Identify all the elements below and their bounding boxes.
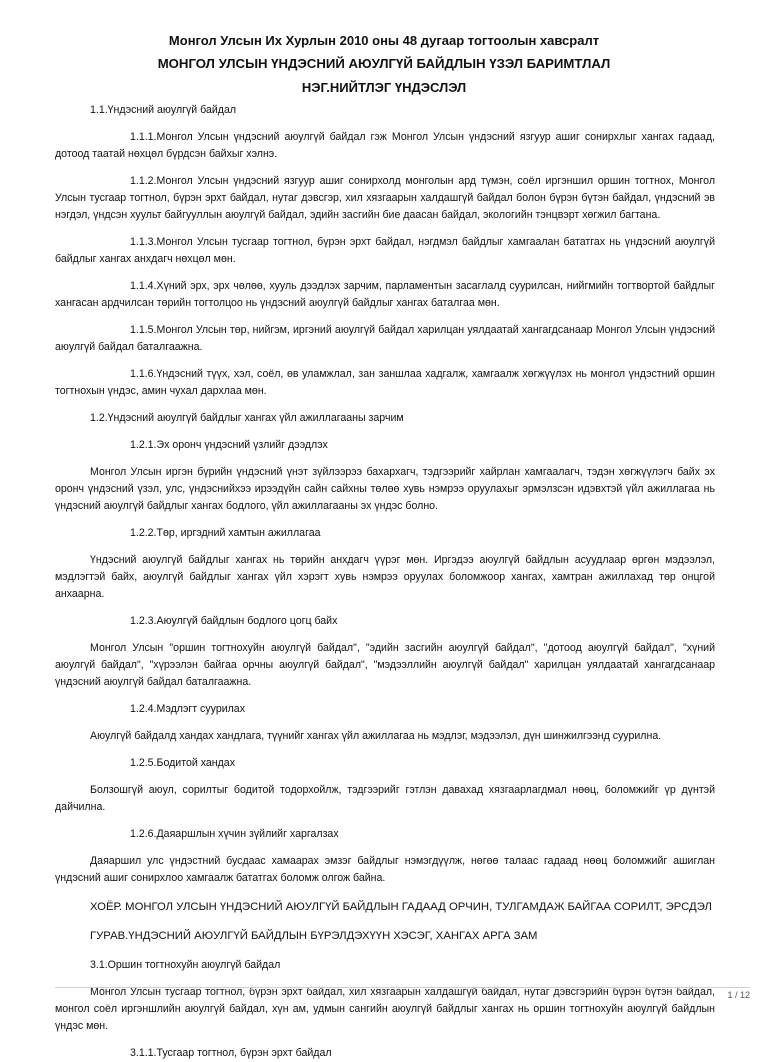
paragraph-3-1: Монгол Улсын тусгаар тогтнол, бүрэн эрхт байдал, хил хязгаарын халдашгүй байдал, нутаг дэвсгэрийн бүрэн бүтэн байдал, монгол соёл иргэншлийн аюулгүй байдал, хүн ам, удмын сангийн аюулгүй байдлыг хангах нь оршин тогтнохуйн аюулгүй байдлын үндэс мөн. (55, 986, 715, 1032)
heading-1-2: 1.2.Үндэсний аюулгүй байдлыг хангах үйл ажиллагааны зарчим (90, 412, 404, 424)
paragraph-1-1-1: 1.1.1.Монгол Улсын үндэсний аюулгүй байдал гэж Монгол Улсын үндэсний язгуур ашиг сонирхлыг хангах гадаад, дотоод таатай нөхцөл бүрдсэн байхыг хэлнэ. (55, 131, 715, 160)
paragraph-1-2-2: Үндэсний аюулгүй байдлыг хангах нь төрийн анхдагч үүрэг мөн. Иргэдээ аюулгүй байдлын асуудлаар өргөн мэдээлэл, мэдлэгтэй байх, аюулгүй байдлыг хангах үйл хэрэгт хувь нэмрээ оруулах боломжоор хангах, хамтран ажиллахад төр онцгой анхаарна. (55, 554, 715, 600)
paragraph-1-2-1: Монгол Улсын иргэн бүрийн үндэсний үнэт зүйлээрээ бахархагч, тэдгээрийг хайрлан хамгаалагч, тэдэн хөгжүүлэгч байх эх оронч үндэсний үзэл, улс, үндэснийхээ ирээдүйн сайн сайхны төлөө хувь нэмрээ оруулахыг эрмэлзсэн идэвхтэй үйл ажиллагаа нь үндэсний аюулгүй байдлыг хангах бодлого, үйл ажиллагааны эх үндэс болно. (55, 466, 715, 512)
paragraph-1-1-2: 1.1.2.Монгол Улсын үндэсний язгуур ашиг сонирхолд монголын ард түмэн, соёл иргэншил оршин тогтнох, Монгол Улсын тусгаар тогтнол, бүрэн эрхт байдал, нутаг дэвсгэр, хил хязгаарын халдашгүй байдал болон бүрэн бүтэн байдал, үндэсний эв нэгдэл, үндсэн хуульт байгууллын аюулгүй байдал, эдийн засгийн бие даасан байдал, экологийн тэнцвэрт хөгжил багтана. (55, 175, 715, 221)
concept-title: МОНГОЛ УЛСЫН ҮНДЭСНИЙ АЮУЛГҮЙ БАЙДЛЫН ҮЗЭЛ БАРИМТЛАЛ (157, 56, 611, 71)
page-number: 1 / 12 (727, 990, 750, 1000)
paragraph-1-1-3: 1.1.3.Монгол Улсын тусгаар тогтнол, бүрэн эрхт байдал, нэгдмэл байдлыг хамгаалан бататгах нь үндэсний аюулгүй байдлыг хангах анхдагч нөхцөл мөн. (55, 236, 715, 265)
paragraph-1-1-6: 1.1.6.Үндэсний түүх, хэл, соёл, өв уламжлал, зан заншлаа хадгалж, хамгаалж хөгжүүлэх нь монгол үндэстний оршин тогтнохын үндэс, амин чухал дархлаа мөн. (55, 368, 715, 397)
paragraph-1-2-6: Даяаршил улс үндэстний бусдаас хамаарах эмзэг байдлыг нэмэгдүүлж, нөгөө талаас гадаад нөөц боломжийг ашиглан үндэсний ашиг сонирхлоо хамгаалж бататгах боломж олгож байна. (55, 855, 715, 884)
heading-1-1: 1.1.Үндэсний аюулгүй байдал (90, 104, 237, 116)
heading-1-2-2: 1.2.2.Төр, иргэдний хамтын ажиллагаа (130, 527, 321, 539)
heading-3-1: 3.1.Оршин тогтнохуйн аюулгүй байдал (90, 959, 281, 971)
chapter-two-title: ХОЁР. МОНГОЛ УЛСЫН ҮНДЭСНИЙ АЮУЛГҮЙ БАЙДЛЫН ГАДААД ОРЧИН, ТУЛГАМДАЖ БАЙГАА СОРИЛТ, ЭРСДЭЛ (90, 901, 712, 913)
paragraph-1-2-3: Монгол Улсын "оршин тогтнохуйн аюулгүй байдал", "эдийн засгийн аюулгүй байдал", "дотоод аюулгүй байдал", "хүний аюулгүй байдал", "хүрээлэн байгаа орчны аюулгүй байдал", "мэдээллийн аюулгүй байдал" харилцан уялдаатай хангагдсанаар үндэсний аюулгүй байдал баталгаажна. (55, 642, 715, 688)
paragraph-1-2-5: Болзошгүй аюул, сорилтыг бодитой тодорхойлж, тэдгээрийг гэтлэн давахад хязгаарлагдмал нөөц, боломжийг үр дүнтэй дайчилна. (55, 784, 715, 813)
resolution-annex-title: Монгол Улсын Их Хурлын 2010 оны 48 дугаар тогтоолын хавсралт (168, 33, 600, 48)
heading-1-2-3: 1.2.3.Аюулгүй байдлын бодлого цогц байх (130, 615, 338, 627)
paragraph-1-1-5: 1.1.5.Монгол Улсын төр, нийгэм, иргэний аюулгүй байдал харилцан уялдаатай хангагдсанаар Монгол Улсын үндэсний аюулгүй байдал баталгаажна. (55, 324, 715, 353)
chapter-one-title: НЭГ.НИЙТЛЭГ ҮНДЭСЛЭЛ (301, 80, 467, 95)
heading-1-2-5: 1.2.5.Бодитой хандах (130, 757, 235, 769)
footer-divider (55, 987, 750, 988)
heading-1-2-4: 1.2.4.Мэдлэгт суурилах (130, 703, 245, 715)
document-body (55, 102, 715, 1062)
paragraph-1-1-4: 1.1.4.Хүний эрх, эрх чөлөө, хууль дээдлэх зарчим, парламентын засаглалд суурилсан, нийгмийн тогтвортой байдлыг хангасан ардчилсан төрийн тогтолцоо нь үндэсний аюулгүй байдлыг хангах баталгаа мөн. (55, 280, 715, 309)
chapter-three-title: ГУРАВ.ҮНДЭСНИЙ АЮУЛГҮЙ БАЙДЛЫН БҮРЭЛДЭХҮҮН ХЭСЭГ, ХАНГАХ АРГА ЗАМ (90, 930, 538, 942)
heading-1-2-1: 1.2.1.Эх оронч үндэсний үзлийг дээдлэх (130, 439, 328, 451)
heading-3-1-1: 3.1.1.Тусгаар тогтнол, бүрэн эрхт байдал (130, 1047, 332, 1059)
heading-1-2-6: 1.2.6.Даяаршлын хүчин зүйлийг харгалзах (130, 828, 339, 840)
paragraph-1-2-4: Аюулгүй байдалд хандах хандлага, түүнийг хангах үйл ажиллагаа нь мэдлэг, мэдээлэл, дүн шинжилгээнд суурилна. (90, 730, 662, 742)
